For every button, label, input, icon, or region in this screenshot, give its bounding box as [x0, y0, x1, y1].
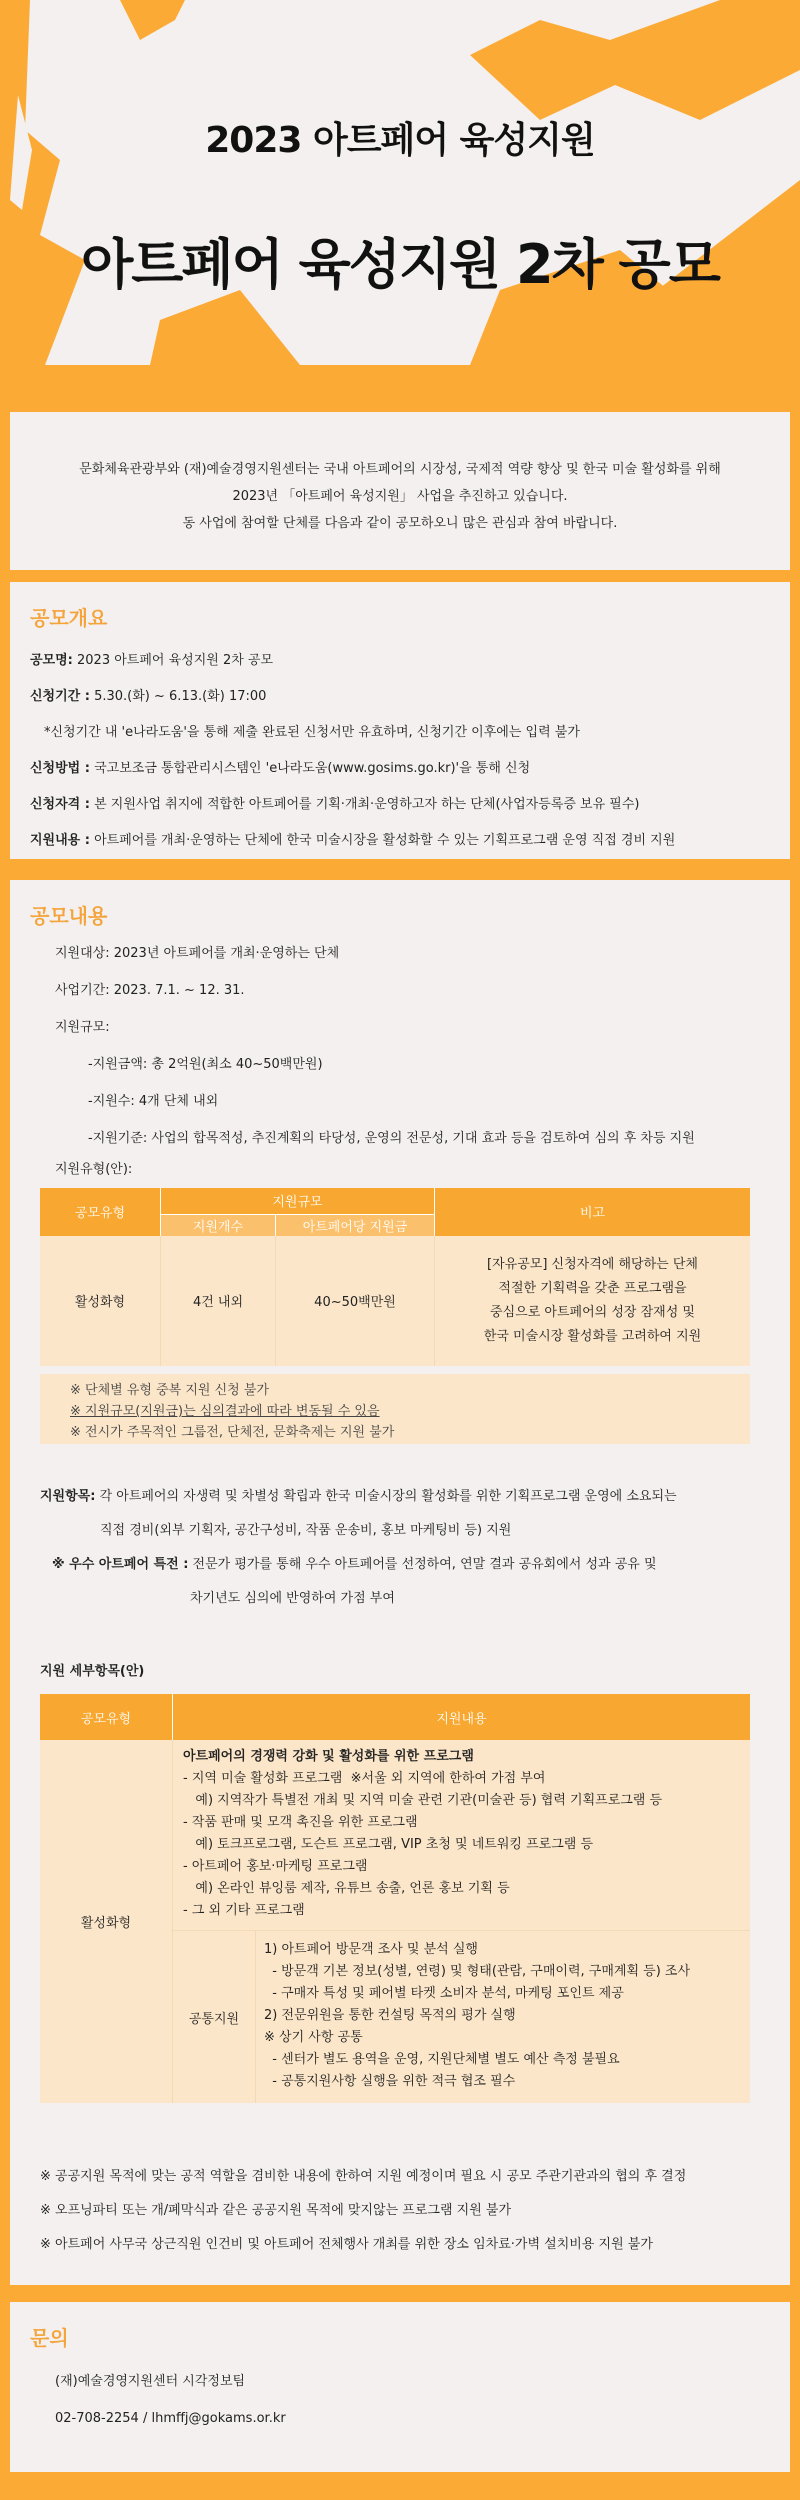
- intro-card: [10, 412, 790, 570]
- table-cell-competitiveness: 아트페어의 경쟁력 강화 및 활성화를 위한 프로그램 - 지역 미술 활성화 프로그램 ※서울 외 지역에 한하여 가점 부여 예) 지역작가 특별전 개최 및 지역 미술 관련 기관(미술관 등) 협력 기획프로그램 등 - 작품 판매 및 모객 촉진을 위한 프로그램 예) 토크프로그램, 도슨트 프로그램, VIP 초청 및 네트워킹 프로그램 등 - 아트페어 홍보·마케팅 프로그램 예) 온라인 뷰잉룸 제작, 유튜브 송출, 언론 홍보 기획 등 - 그 외 기타 프로그램: [173, 1740, 751, 1931]
- support-type-table: [40, 1188, 750, 1366]
- detail-title: 지원 세부항목(안): [40, 1664, 145, 1679]
- overview-card: [10, 582, 790, 859]
- footer-note: ※ 공공지원 목적에 맞는 공적 역할을 겸비한 내용에 한하여 지원 예정이며 필요 시 공모 주관기관과의 협의 후 결정: [40, 2169, 687, 2184]
- overview-title: 공모개요: [30, 606, 108, 630]
- table-header: 지원내용: [173, 1694, 751, 1740]
- table-header: 공모유형: [40, 1694, 173, 1740]
- content-count: -지원수: 4개 단체 내외: [88, 1094, 219, 1109]
- overview-qualification: 신청자격 : 본 지원사업 취지에 적합한 아트페어를 기획·개최·운영하고자 하는 단체(사업자등록증 보유 필수): [30, 797, 640, 812]
- content-target: 지원대상: 2023년 아트페어를 개최·운영하는 단체: [55, 946, 340, 961]
- support-detail-table: [40, 1694, 750, 2103]
- table-header: 비고: [435, 1188, 751, 1236]
- special-line: 차기년도 심의에 반영하여 가점 부여: [190, 1591, 395, 1606]
- table-header: 공모유형: [40, 1188, 161, 1236]
- intro-line: 문화체육관광부와 (재)예술경영지원센터는 국내 아트페어의 시장성, 국제적 역량 향상 및 한국 미술 활성화를 위해: [79, 462, 721, 477]
- table-cell: 활성화형: [40, 1740, 173, 2103]
- table-cell: 공통지원: [173, 1931, 256, 2104]
- content-title: 공모내용: [30, 904, 108, 928]
- contact-title: 문의: [30, 2326, 69, 2350]
- content-type-label: 지원유형(안):: [55, 1162, 133, 1177]
- footer-note: ※ 아트페어 사무국 상근직원 인건비 및 아트페어 전체행사 개최를 위한 장소 임차료·가벽 설치비용 지원 불가: [40, 2237, 653, 2252]
- overview-method: 신청방법 : 국고보조금 통합관리시스템인 'e나라도움(www.gosims.go.kr)'을 통해 신청: [30, 761, 531, 776]
- note-line: ※ 지원규모(지원금)는 심의결과에 따라 변동될 수 있음: [70, 1404, 380, 1419]
- items-line: 직접 경비(외부 기획자, 공간구성비, 작품 운송비, 홍보 마케팅비 등) 지원: [100, 1523, 512, 1538]
- content-scale-label: 지원규모:: [55, 1020, 110, 1035]
- overview-support: 지원내용 : 아트페어를 개최·운영하는 단체에 한국 미술시장을 활성화할 수 있는 기획프로그램 운영 직접 경비 지원: [30, 833, 676, 848]
- intro-line: 동 사업에 참여할 단체를 다음과 같이 공모하오니 많은 관심과 참여 바랍니다.: [182, 516, 618, 531]
- special-line: ※ 우수 아트페어 특전 : 전문가 평가를 통해 우수 아트페어를 선정하여, 연말 결과 공유회에서 성과 공유 및: [52, 1557, 657, 1572]
- type-notes: [40, 1374, 750, 1444]
- table-cell-note: [자유공모] 신청자격에 해당하는 단체 적절한 기획력을 갖춘 프로그램을 중심으로 아트페어의 성장 잠재성 및 한국 미술시장 활성화를 고려하여 지원: [435, 1236, 751, 1366]
- overview-period: 신청기간 : 5.30.(화) ~ 6.13.(화) 17:00: [30, 689, 267, 704]
- table-cell: 4건 내외: [161, 1236, 276, 1366]
- content-amount: -지원금액: 총 2억원(최소 40~50백만원): [88, 1057, 323, 1072]
- content-criteria: -지원기준: 사업의 합목적성, 추진계획의 타당성, 운영의 전문성, 기대 효과 등을 검토하여 심의 후 차등 지원: [88, 1131, 695, 1146]
- table-header: 아트페어당 지원금: [276, 1214, 435, 1236]
- intro-line: 2023년 「아트페어 육성지원」 사업을 추진하고 있습니다.: [232, 489, 568, 504]
- table-header: 지원규모: [161, 1188, 435, 1214]
- table-cell-common: 1) 아트페어 방문객 조사 및 분석 실행 - 방문객 기본 정보(성별, 연령) 및 형태(관람, 구매이력, 구매계획 등) 조사 - 구매자 특성 및 페어별 타켓 소비자 분석, 마케팅 포인트 제공 2) 전문위원을 통한 컨설팅 목적의 평가 실행 ※ 상기 사항 공통 - 센터가 별도 용역을 운영, 지원단체별 별도 예산 측정 불필요 - 공통지원사항 실행을 위한 적극 협조 필수: [256, 1931, 751, 2104]
- content-card: [10, 880, 790, 2285]
- footer-note: ※ 오프닝파티 또는 개/폐막식과 같은 공공지원 목적에 맞지않는 프로그램 지원 불가: [40, 2203, 512, 2218]
- hero-decoration: [0, 0, 800, 365]
- note-line: ※ 단체별 유형 중복 지원 신청 불가: [70, 1383, 269, 1398]
- overview-name: 공모명: 2023 아트페어 육성지원 2차 공모: [30, 653, 274, 668]
- hero-banner: [0, 0, 800, 365]
- footer-notes: [40, 2160, 770, 2262]
- hero-subtitle: 2023 아트페어 육성지원: [205, 120, 595, 161]
- contact-card: [10, 2302, 790, 2472]
- items-line: 지원항목: 각 아트페어의 자생력 및 차별성 확립과 한국 미술시장의 활성화를 위한 기획프로그램 운영에 소요되는: [40, 1489, 677, 1504]
- hero-title: 아트페어 육성지원 2차 공모: [81, 233, 719, 296]
- contact-info[interactable]: 02-708-2254 / lhmffj@gokams.or.kr: [55, 2411, 286, 2426]
- table-header: 지원개수: [161, 1214, 276, 1236]
- note-line: ※ 전시가 주목적인 그룹전, 단체전, 문화축제는 지원 불가: [70, 1425, 395, 1440]
- overview-period-note: *신청기간 내 'e나라도움'을 통해 제출 완료된 신청서만 유효하며, 신청기간 이후에는 입력 불가: [44, 725, 580, 740]
- table-cell: 40~50백만원: [276, 1236, 435, 1366]
- support-items: [40, 1480, 750, 1616]
- table-cell: 활성화형: [40, 1236, 161, 1366]
- content-period: 사업기간: 2023. 7.1. ~ 12. 31.: [55, 983, 245, 998]
- contact-org: (재)예술경영지원센터 시각정보팀: [55, 2374, 246, 2389]
